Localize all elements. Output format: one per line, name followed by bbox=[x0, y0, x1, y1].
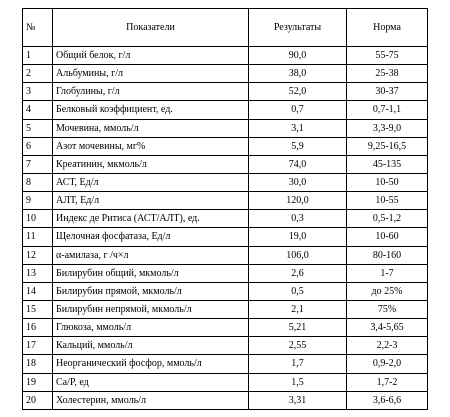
table-row bbox=[23, 319, 428, 337]
table-row bbox=[23, 282, 428, 300]
indicator-name: Белковый коэффициент, ед. bbox=[53, 101, 249, 119]
table-row bbox=[23, 101, 428, 119]
row-number: 5 bbox=[23, 119, 53, 137]
indicator-name: Билирубин общий, мкмоль/л bbox=[53, 264, 249, 282]
row-number: 6 bbox=[23, 137, 53, 155]
results-table bbox=[22, 8, 428, 410]
result-value: 1,5 bbox=[249, 373, 347, 391]
indicator-name: Креатинин, мкмоль/л bbox=[53, 155, 249, 173]
row-number: 17 bbox=[23, 337, 53, 355]
indicator-name: Глюкоза, ммоль/л bbox=[53, 319, 249, 337]
table-row bbox=[23, 391, 428, 409]
row-number: 8 bbox=[23, 173, 53, 191]
row-number: 3 bbox=[23, 83, 53, 101]
row-number: 12 bbox=[23, 246, 53, 264]
norm-range: 25-38 bbox=[347, 65, 428, 83]
indicator-name: АЛТ, Ед/л bbox=[53, 192, 249, 210]
row-number: 7 bbox=[23, 155, 53, 173]
row-number: 10 bbox=[23, 210, 53, 228]
norm-range: 2,2-3 bbox=[347, 337, 428, 355]
indicator-name: Кальций, ммоль/л bbox=[53, 337, 249, 355]
norm-range: 10-50 bbox=[347, 173, 428, 191]
result-value: 0,7 bbox=[249, 101, 347, 119]
table-row bbox=[23, 355, 428, 373]
row-number: 20 bbox=[23, 391, 53, 409]
norm-range: 30-37 bbox=[347, 83, 428, 101]
row-number: 11 bbox=[23, 228, 53, 246]
norm-range: до 25% bbox=[347, 282, 428, 300]
result-value: 120,0 bbox=[249, 192, 347, 210]
result-value: 2,6 bbox=[249, 264, 347, 282]
indicator-name: Глобулины, г/л bbox=[53, 83, 249, 101]
indicator-name: Альбумины, г/л bbox=[53, 65, 249, 83]
row-number: 16 bbox=[23, 319, 53, 337]
result-value: 2,1 bbox=[249, 300, 347, 318]
row-number: 18 bbox=[23, 355, 53, 373]
table-row bbox=[23, 246, 428, 264]
result-value: 30,0 bbox=[249, 173, 347, 191]
result-value: 0,3 bbox=[249, 210, 347, 228]
norm-range: 80-160 bbox=[347, 246, 428, 264]
header-row bbox=[23, 9, 428, 47]
result-value: 5,21 bbox=[249, 319, 347, 337]
table-row bbox=[23, 373, 428, 391]
indicator-name: Неорганический фосфор, ммоль/л bbox=[53, 355, 249, 373]
table-row bbox=[23, 173, 428, 191]
table-row bbox=[23, 228, 428, 246]
indicator-name: Мочевина, ммоль/л bbox=[53, 119, 249, 137]
indicator-name: АСТ, Ед/л bbox=[53, 173, 249, 191]
table-row bbox=[23, 137, 428, 155]
result-value: 74,0 bbox=[249, 155, 347, 173]
table-row bbox=[23, 119, 428, 137]
table-row bbox=[23, 155, 428, 173]
indicator-name: Холестерин, ммоль/л bbox=[53, 391, 249, 409]
result-value: 3,1 bbox=[249, 119, 347, 137]
row-number: 13 bbox=[23, 264, 53, 282]
norm-range: 1,7-2 bbox=[347, 373, 428, 391]
table-row bbox=[23, 337, 428, 355]
norm-range: 75% bbox=[347, 300, 428, 318]
result-value: 52,0 bbox=[249, 83, 347, 101]
norm-range: 0,9-2,0 bbox=[347, 355, 428, 373]
indicator-name: Ca/P, ед bbox=[53, 373, 249, 391]
header-results: Результаты bbox=[249, 9, 347, 47]
table-row bbox=[23, 300, 428, 318]
result-value: 0,5 bbox=[249, 282, 347, 300]
indicator-name: Общий белок, г/л bbox=[53, 47, 249, 65]
result-value: 3,31 bbox=[249, 391, 347, 409]
row-number: 9 bbox=[23, 192, 53, 210]
result-value: 90,0 bbox=[249, 47, 347, 65]
indicator-name: Азот мочевины, мг% bbox=[53, 137, 249, 155]
norm-range: 3,6-6,6 bbox=[347, 391, 428, 409]
norm-range: 3,3-9,0 bbox=[347, 119, 428, 137]
table-row bbox=[23, 83, 428, 101]
header-number: № bbox=[23, 9, 53, 47]
indicator-name: Билирубин непрямой, мкмоль/л bbox=[53, 300, 249, 318]
indicator-name: Щелочная фосфатаза, Ед/л bbox=[53, 228, 249, 246]
row-number: 14 bbox=[23, 282, 53, 300]
indicator-name: Индекс де Ритиса (АСТ/АЛТ), ед. bbox=[53, 210, 249, 228]
table-body bbox=[23, 47, 428, 410]
row-number: 19 bbox=[23, 373, 53, 391]
table-row bbox=[23, 192, 428, 210]
norm-range: 1-7 bbox=[347, 264, 428, 282]
result-value: 19,0 bbox=[249, 228, 347, 246]
norm-range: 3,4-5,65 bbox=[347, 319, 428, 337]
norm-range: 10-55 bbox=[347, 192, 428, 210]
table-row bbox=[23, 47, 428, 65]
norm-range: 0,5-1,2 bbox=[347, 210, 428, 228]
result-value: 38,0 bbox=[249, 65, 347, 83]
row-number: 2 bbox=[23, 65, 53, 83]
row-number: 15 bbox=[23, 300, 53, 318]
indicator-name: α-амилаза, г /ч×л bbox=[53, 246, 249, 264]
norm-range: 10-60 bbox=[347, 228, 428, 246]
header-norm: Норма bbox=[347, 9, 428, 47]
table-row bbox=[23, 264, 428, 282]
result-value: 1,7 bbox=[249, 355, 347, 373]
norm-range: 55-75 bbox=[347, 47, 428, 65]
table-row bbox=[23, 210, 428, 228]
norm-range: 9,25-16,5 bbox=[347, 137, 428, 155]
norm-range: 0,7-1,1 bbox=[347, 101, 428, 119]
norm-range: 45-135 bbox=[347, 155, 428, 173]
result-value: 5,9 bbox=[249, 137, 347, 155]
header-indicators: Показатели bbox=[53, 9, 249, 47]
result-value: 106,0 bbox=[249, 246, 347, 264]
row-number: 4 bbox=[23, 101, 53, 119]
result-value: 2,55 bbox=[249, 337, 347, 355]
indicator-name: Билирубин прямой, мкмоль/л bbox=[53, 282, 249, 300]
row-number: 1 bbox=[23, 47, 53, 65]
table-row bbox=[23, 65, 428, 83]
